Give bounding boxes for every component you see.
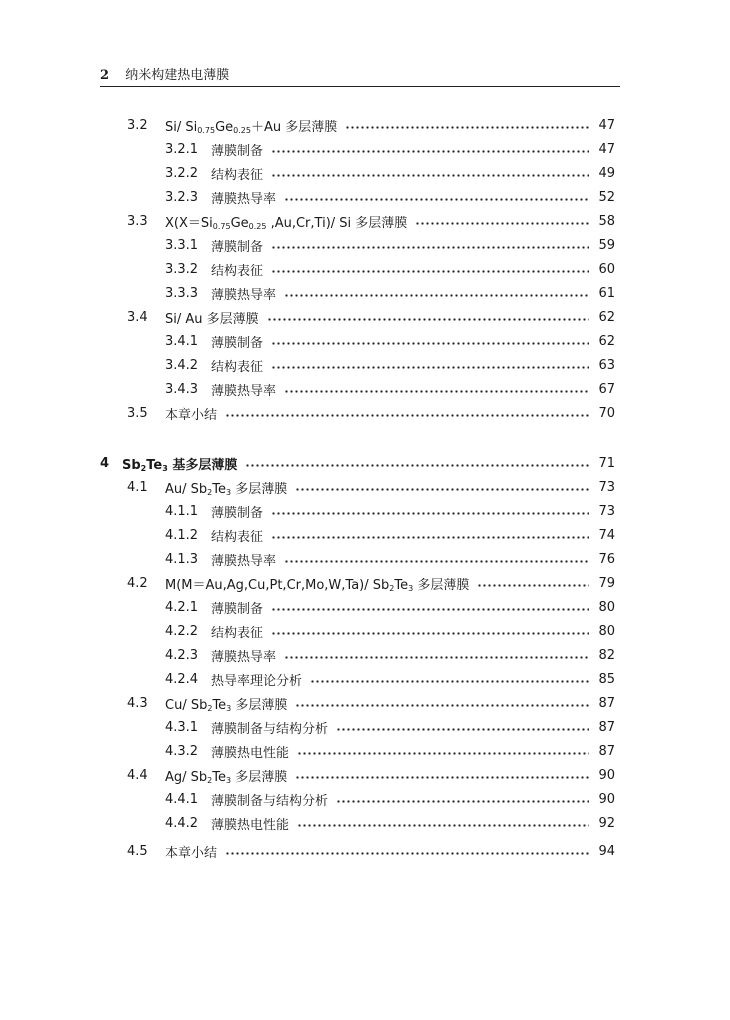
toc-entry-3-2-2[interactable] xyxy=(165,161,615,185)
toc-entry-title: Au/ $Sb_2Te_3$ 多层薄膜 xyxy=(165,481,288,497)
toc-entry-title: 结构表征 xyxy=(211,625,264,641)
dot-leader xyxy=(336,728,589,731)
dot-leader xyxy=(271,512,589,515)
toc-entry-page: 94 xyxy=(598,843,615,859)
toc-entry-page: 61 xyxy=(598,285,615,301)
toc-entry-title: 结构表征 xyxy=(211,167,264,183)
book-title: 纳米构建热电薄膜 xyxy=(125,68,230,83)
toc-entry-title: 薄膜热电性能 xyxy=(211,745,290,761)
toc-entry-3-3[interactable] xyxy=(127,209,615,233)
toc-entry-number: 4 xyxy=(100,455,110,471)
toc-entry-title: 薄膜热导率 xyxy=(211,383,277,399)
toc-entry-title: $Sb_2Te_3$ 基多层薄膜 xyxy=(122,457,238,473)
dot-leader xyxy=(271,536,589,539)
toc-entry-4-4-1[interactable] xyxy=(165,787,615,811)
dot-leader xyxy=(297,824,589,827)
toc-entry-4-2-4[interactable] xyxy=(165,667,615,691)
dot-leader xyxy=(271,366,589,369)
toc-entry-title: 薄膜热导率 xyxy=(211,649,277,665)
toc-entry-number: 4.4 xyxy=(127,767,148,783)
toc-entry-title: 薄膜制备 xyxy=(211,143,264,159)
toc-entry-3-2-3[interactable] xyxy=(165,185,615,209)
toc-entry-page: 52 xyxy=(598,189,615,205)
toc-entry-title: 薄膜热电性能 xyxy=(211,817,290,833)
toc-entry-number: 4.2 xyxy=(127,575,148,591)
toc-entry-title: $X(X=Si_{0.75}Ge_{0.25}$ ,Au,Cr,Ti)/ Si 多层薄膜 xyxy=(165,215,408,231)
toc-entry-4-1-3[interactable] xyxy=(165,547,615,571)
toc-entry-title: 薄膜制备 xyxy=(211,239,264,255)
running-header xyxy=(100,68,620,87)
dot-leader xyxy=(477,584,589,587)
dot-leader xyxy=(295,488,589,491)
toc-entry-4-1[interactable] xyxy=(127,475,615,499)
toc-entry-title: Si/ $Si_{0.75}Ge_{0.25}+Au$ 多层薄膜 xyxy=(165,119,338,135)
toc-entry-title: 薄膜热导率 xyxy=(211,287,277,303)
toc-entry-title: 薄膜制备 xyxy=(211,601,264,617)
toc-entry-4-4[interactable] xyxy=(127,763,615,787)
toc-entry-page: 85 xyxy=(598,671,615,687)
toc-entry-title: 薄膜制备 xyxy=(211,335,264,351)
toc-entry-number: 4.2.3 xyxy=(165,647,199,663)
toc-entry-title: 薄膜热导率 xyxy=(211,553,277,569)
toc-entry-number: 3.4.2 xyxy=(165,357,199,373)
toc-entry-page: 80 xyxy=(598,623,615,639)
dot-leader xyxy=(310,680,589,683)
dot-leader xyxy=(225,852,589,855)
toc-entry-page: 71 xyxy=(598,455,615,471)
dot-leader xyxy=(284,656,589,659)
toc-entry-number: 4.4.2 xyxy=(165,815,199,831)
toc-entry-4-1-2[interactable] xyxy=(165,523,615,547)
toc-entry-3-4-2[interactable] xyxy=(165,353,615,377)
toc-entry-title: 薄膜热导率 xyxy=(211,191,277,207)
toc-entry-page: 47 xyxy=(598,117,615,133)
dot-leader xyxy=(284,198,589,201)
toc-entry-number: 3.3 xyxy=(127,213,148,229)
toc-entry-4-2-1[interactable] xyxy=(165,595,615,619)
toc-entry-4-2-2[interactable] xyxy=(165,619,615,643)
dot-leader xyxy=(345,126,589,129)
toc-entry-title: 结构表征 xyxy=(211,263,264,279)
toc-entry-3-2[interactable] xyxy=(127,113,615,137)
dot-leader xyxy=(267,318,589,321)
toc-entry-3-3-2[interactable] xyxy=(165,257,615,281)
toc-entry-title: Si/ Au 多层薄膜 xyxy=(165,311,259,327)
toc-entry-page: 67 xyxy=(598,381,615,397)
dot-leader xyxy=(297,752,589,755)
toc-entry-3-5[interactable] xyxy=(127,401,615,425)
toc-entry-4-3-1[interactable] xyxy=(165,715,615,739)
toc-entry-page: 87 xyxy=(598,719,615,735)
toc-entry-number: 3.2.1 xyxy=(165,141,199,157)
toc-entry-page: 80 xyxy=(598,599,615,615)
toc-entry-page: 58 xyxy=(598,213,615,229)
dot-leader xyxy=(284,294,589,297)
dot-leader xyxy=(271,342,589,345)
toc-entry-number: 3.4 xyxy=(127,309,148,325)
toc-entry-number: 4.2.1 xyxy=(165,599,199,615)
toc-entry-4-3-2[interactable] xyxy=(165,739,615,763)
toc-entry-page: 49 xyxy=(598,165,615,181)
toc-entry-3-3-1[interactable] xyxy=(165,233,615,257)
toc-entry-number: 4.3 xyxy=(127,695,148,711)
toc-entry-number: 4.3.2 xyxy=(165,743,199,759)
toc-entry-4-1-1[interactable] xyxy=(165,499,615,523)
toc-entry-3-2-1[interactable] xyxy=(165,137,615,161)
toc-entry-4-5[interactable] xyxy=(127,839,615,863)
toc-entry-4-2-3[interactable] xyxy=(165,643,615,667)
dot-leader xyxy=(271,246,589,249)
toc-entry-number: 3.3.3 xyxy=(165,285,199,301)
toc-entry-title: 本章小结 xyxy=(165,845,218,861)
toc-entry-4-4-2[interactable] xyxy=(165,811,615,835)
toc-entry-title: Cu/ $Sb_2Te_3$ 多层薄膜 xyxy=(165,697,288,713)
toc-entry-title: 薄膜制备 xyxy=(211,505,264,521)
toc-entry-number: 4.1.2 xyxy=(165,527,199,543)
toc-entry-page: 62 xyxy=(598,309,615,325)
toc-entry-title: M(M＝Au,Ag,Cu,Pt,Cr,Mo,W,Ta)/ $Sb_2Te_3$ 多层薄膜 xyxy=(165,577,470,593)
toc-entry-title: 结构表征 xyxy=(211,359,264,375)
toc-entry-number: 4.3.1 xyxy=(165,719,199,735)
dot-leader xyxy=(271,270,589,273)
dot-leader xyxy=(284,560,589,563)
toc-entry-page: 87 xyxy=(598,743,615,759)
dot-leader xyxy=(271,174,589,177)
toc-entry-page: 90 xyxy=(598,791,615,807)
toc-entry-page: 90 xyxy=(598,767,615,783)
toc-entry-3-4-3[interactable] xyxy=(165,377,615,401)
toc-entry-page: 60 xyxy=(598,261,615,277)
toc-entry-page: 79 xyxy=(598,575,615,591)
dot-leader xyxy=(225,414,589,417)
toc-entry-page: 63 xyxy=(598,357,615,373)
toc-entry-3-4[interactable] xyxy=(127,305,615,329)
dot-leader xyxy=(271,632,589,635)
toc-entry-number: 4.2.4 xyxy=(165,671,199,687)
toc-entry-page: 59 xyxy=(598,237,615,253)
dot-leader xyxy=(245,464,589,467)
dot-leader xyxy=(336,800,589,803)
toc-entry-title: 结构表征 xyxy=(211,529,264,545)
dot-leader xyxy=(295,776,589,779)
dot-leader xyxy=(415,222,589,225)
toc-entry-number: 4.5 xyxy=(127,843,148,859)
dot-leader xyxy=(271,608,589,611)
toc-entry-number: 3.2 xyxy=(127,117,148,133)
toc-entry-number: 3.2.2 xyxy=(165,165,199,181)
toc-entry-title: Ag/ $Sb_2Te_3$ 多层薄膜 xyxy=(165,769,288,785)
toc-entry-page: 87 xyxy=(598,695,615,711)
toc-entry-page: 82 xyxy=(598,647,615,663)
toc-entry-page: 73 xyxy=(598,503,615,519)
toc-entry-number: 3.3.1 xyxy=(165,237,199,253)
page-number: 2 xyxy=(100,68,110,83)
toc-entry-title: 本章小结 xyxy=(165,407,218,423)
toc-entry-title: 薄膜制备与结构分析 xyxy=(211,793,329,809)
toc-entry-number: 4.1.1 xyxy=(165,503,199,519)
toc-entry-page: 70 xyxy=(598,405,615,421)
toc-entry-number: 4.1 xyxy=(127,479,148,495)
toc-entry-title: 热导率理论分析 xyxy=(211,673,303,689)
toc-entry-page: 76 xyxy=(598,551,615,567)
toc-entry-title: 薄膜制备与结构分析 xyxy=(211,721,329,737)
dot-leader xyxy=(295,704,589,707)
toc-entry-page: 47 xyxy=(598,141,615,157)
toc-entry-4[interactable] xyxy=(100,451,615,475)
toc-entry-number: 4.1.3 xyxy=(165,551,199,567)
dot-leader xyxy=(271,150,589,153)
toc-entry-4-3[interactable] xyxy=(127,691,615,715)
toc-entry-number: 4.2.2 xyxy=(165,623,199,639)
toc-entry-page: 92 xyxy=(598,815,615,831)
toc-entry-number: 4.4.1 xyxy=(165,791,199,807)
toc-entry-page: 73 xyxy=(598,479,615,495)
dot-leader xyxy=(284,390,589,393)
toc-entry-4-2[interactable] xyxy=(127,571,615,595)
toc-entry-page: 74 xyxy=(598,527,615,543)
toc-entry-page: 62 xyxy=(598,333,615,349)
toc-entry-number: 3.3.2 xyxy=(165,261,199,277)
toc-entry-number: 3.4.1 xyxy=(165,333,199,349)
toc-entry-3-4-1[interactable] xyxy=(165,329,615,353)
toc-entry-3-3-3[interactable] xyxy=(165,281,615,305)
toc-entry-number: 3.5 xyxy=(127,405,148,421)
toc-entry-number: 3.4.3 xyxy=(165,381,199,397)
toc-entry-number: 3.2.3 xyxy=(165,189,199,205)
